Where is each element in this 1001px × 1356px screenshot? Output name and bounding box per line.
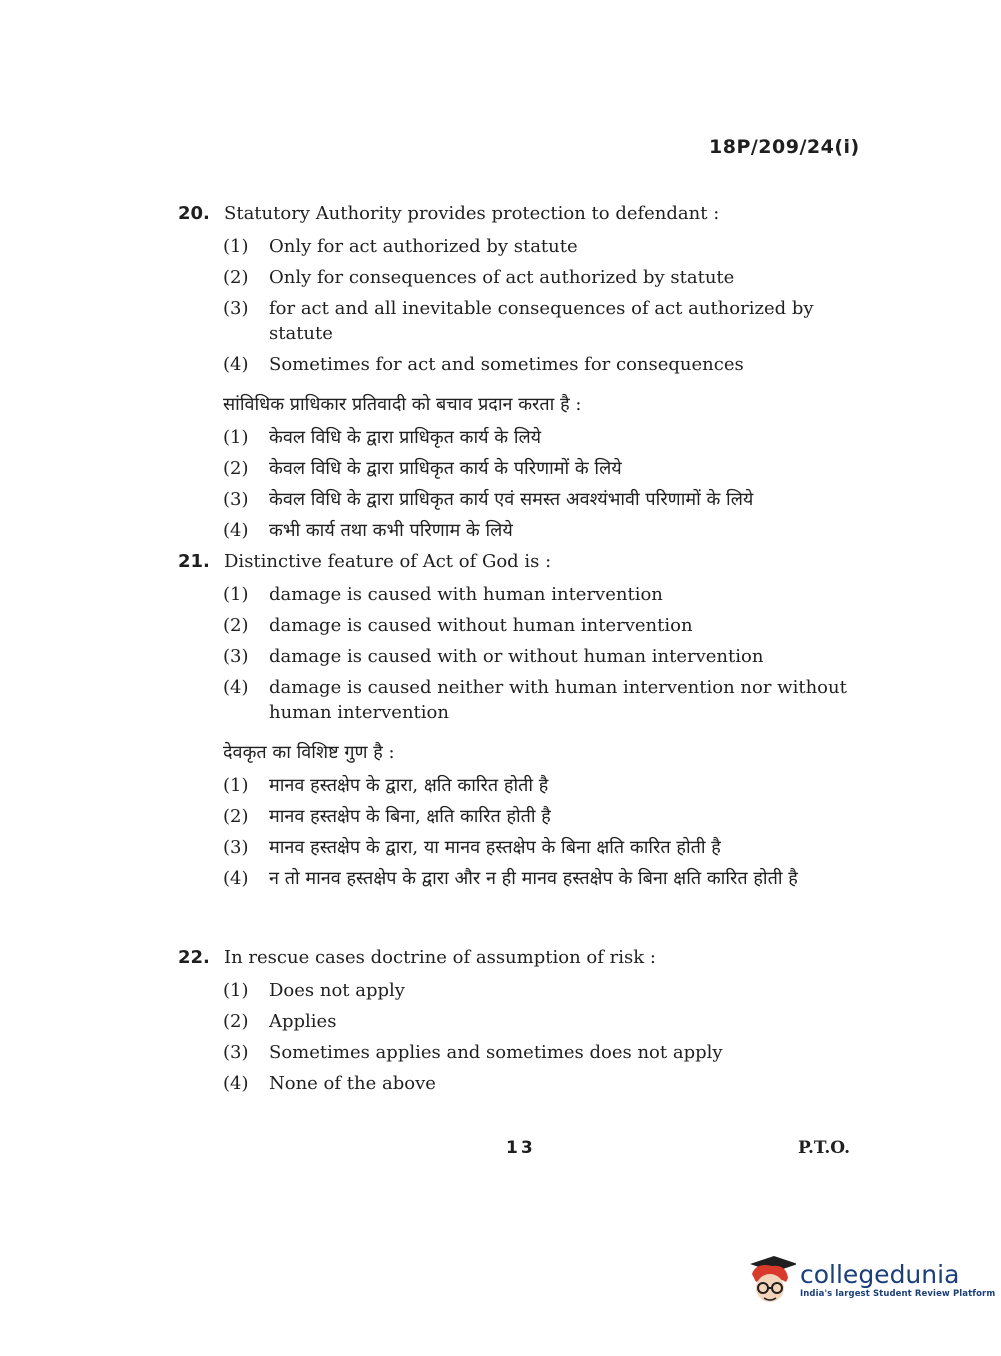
collegedunia-mascot-icon xyxy=(742,1252,796,1308)
page-number: 13 xyxy=(506,1138,536,1158)
question-text-hi: देवकृत का विशिष्ट गुण है : xyxy=(223,742,395,763)
option-2-hi: (2) मानव हस्तक्षेप के बिना, क्षति कारित होती है xyxy=(223,806,551,827)
option-2: (2) Applies xyxy=(223,1011,337,1032)
option-2: (2) Only for consequences of act authorized by statute xyxy=(223,267,735,288)
question-text-en: Distinctive feature of Act of God is : xyxy=(224,551,552,572)
question-text-hi: सांविधिक प्राधिकार प्रतिवादी को बचाव प्रदान करता है : xyxy=(223,394,582,415)
question-22 xyxy=(178,944,868,1096)
paper-code: 18P/209/24(i) xyxy=(709,136,860,158)
options-hi xyxy=(223,773,868,891)
option-4-hi: (4) न तो मानव हस्तक्षेप के द्वारा और न ही मानव हस्तक्षेप के बिना क्षति कारित होती है xyxy=(223,868,798,889)
question-21 xyxy=(178,548,868,891)
option-3: (3) damage is caused with or without human intervention xyxy=(223,646,764,667)
option-4: (4) Sometimes for act and sometimes for consequences xyxy=(223,354,744,375)
question-number: 21. xyxy=(178,551,210,572)
option-3: (3) Sometimes applies and sometimes does not apply xyxy=(223,1042,723,1063)
option-2-hi: (2) केवल विधि के द्वारा प्राधिकृत कार्य के परिणामों के लिये xyxy=(223,458,622,479)
logo-tagline: India's largest Student Review Platform xyxy=(800,1289,996,1299)
options-hi xyxy=(223,425,868,543)
option-2: (2) damage is caused without human intervention xyxy=(223,615,693,636)
option-1: (1) damage is caused with human intervention xyxy=(223,584,663,605)
option-3: (3) for act and all inevitable consequences of act authorized by statute xyxy=(223,298,814,344)
question-number: 22. xyxy=(178,947,210,968)
question-20 xyxy=(178,200,868,543)
question-text-en: Statutory Authority provides protection to defendant : xyxy=(224,203,720,224)
options-en xyxy=(223,234,868,377)
question-text-en: In rescue cases doctrine of assumption of risk : xyxy=(224,947,656,968)
option-4: (4) None of the above xyxy=(223,1073,436,1094)
option-1: (1) Only for act authorized by statute xyxy=(223,236,578,257)
question-number: 20. xyxy=(178,203,210,224)
option-1: (1) Does not apply xyxy=(223,980,405,1001)
pto-label: P.T.O. xyxy=(798,1138,850,1158)
option-1-hi: (1) मानव हस्तक्षेप के द्वारा, क्षति कारित होती है xyxy=(223,775,549,796)
option-1-hi: (1) केवल विधि के द्वारा प्राधिकृत कार्य के लिये xyxy=(223,427,542,448)
options-en xyxy=(223,582,868,725)
logo-name: collegedunia xyxy=(800,1260,960,1289)
collegedunia-logo[interactable] xyxy=(742,1252,995,1308)
options-en xyxy=(223,978,868,1096)
option-4: (4) damage is caused neither with human intervention nor without human intervention xyxy=(223,677,847,723)
option-3-hi: (3) केवल विधि के द्वारा प्राधिकृत कार्य एवं समस्त अवश्यंभावी परिणामों के लिये xyxy=(223,489,754,510)
option-3-hi: (3) मानव हस्तक्षेप के द्वारा, या मानव हस्तक्षेप के बिना क्षति कारित होती है xyxy=(223,837,721,858)
option-4-hi: (4) कभी कार्य तथा कभी परिणाम के लिये xyxy=(223,520,513,541)
